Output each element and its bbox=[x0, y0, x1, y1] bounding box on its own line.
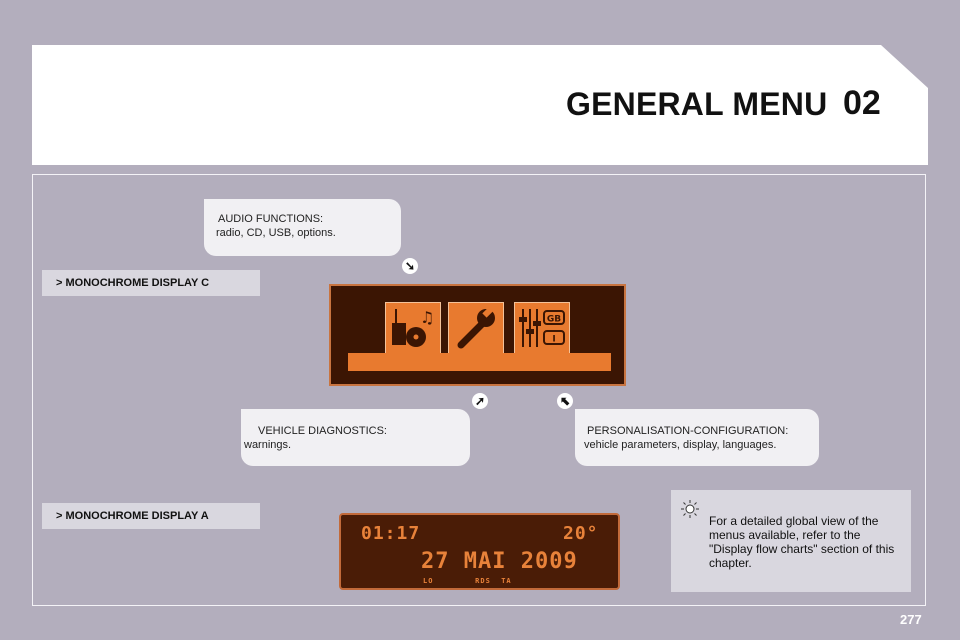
chapter-number: 02 bbox=[843, 84, 881, 122]
audio-functions-callout bbox=[204, 199, 401, 256]
audio-functions-desc: radio, CD, USB, options. bbox=[216, 227, 336, 239]
diagnostics-menu-tile bbox=[448, 302, 504, 356]
svg-text:♫: ♫ bbox=[420, 308, 435, 327]
lightbulb-icon bbox=[681, 500, 699, 518]
section-label-display-c: > MONOCHROME DISPLAY C bbox=[42, 270, 260, 296]
vehicle-diagnostics-desc: warnings. bbox=[244, 439, 292, 451]
display-status-bar bbox=[348, 353, 611, 371]
indicators-readout: LO RDS TA bbox=[423, 577, 512, 585]
language-gb-label: GB bbox=[546, 314, 562, 325]
info-text: For a detailed global view of the menus available, refer to the "Display flow charts" section of this chapter. bbox=[709, 514, 895, 570]
personalisation-desc: vehicle parameters, display, languages. bbox=[584, 439, 777, 451]
audio-functions-icon bbox=[386, 303, 439, 354]
audio-menu-tile bbox=[385, 302, 441, 356]
wrench-icon bbox=[449, 303, 502, 354]
info-box bbox=[671, 490, 911, 592]
monochrome-display-c bbox=[329, 284, 626, 386]
date-readout: 27 MAI 2009 bbox=[421, 549, 578, 574]
clock-readout: 01:17 bbox=[361, 523, 421, 544]
page-title: GENERAL MENU bbox=[566, 86, 828, 122]
audio-functions-title: AUDIO FUNCTIONS: bbox=[218, 213, 324, 225]
temperature-readout: 20° bbox=[563, 523, 599, 544]
section-label-display-a: > MONOCHROME DISPLAY A bbox=[42, 503, 260, 529]
vehicle-diagnostics-callout bbox=[241, 409, 470, 466]
page-number: 277 bbox=[900, 612, 922, 627]
monochrome-display-a bbox=[339, 513, 620, 590]
language-i-label: I bbox=[552, 334, 556, 345]
arrow-up-icon: ➚ bbox=[472, 393, 488, 409]
settings-sliders-icon bbox=[515, 303, 568, 354]
personalisation-menu-tile bbox=[514, 302, 570, 356]
vehicle-diagnostics-title: VEHICLE DIAGNOSTICS: bbox=[258, 425, 387, 437]
personalisation-callout bbox=[575, 409, 819, 466]
personalisation-title: PERSONALISATION-CONFIGURATION: bbox=[587, 425, 789, 437]
arrow-down-icon: ➘ bbox=[402, 258, 418, 274]
arrow-up-icon: ⬉ bbox=[557, 393, 573, 409]
